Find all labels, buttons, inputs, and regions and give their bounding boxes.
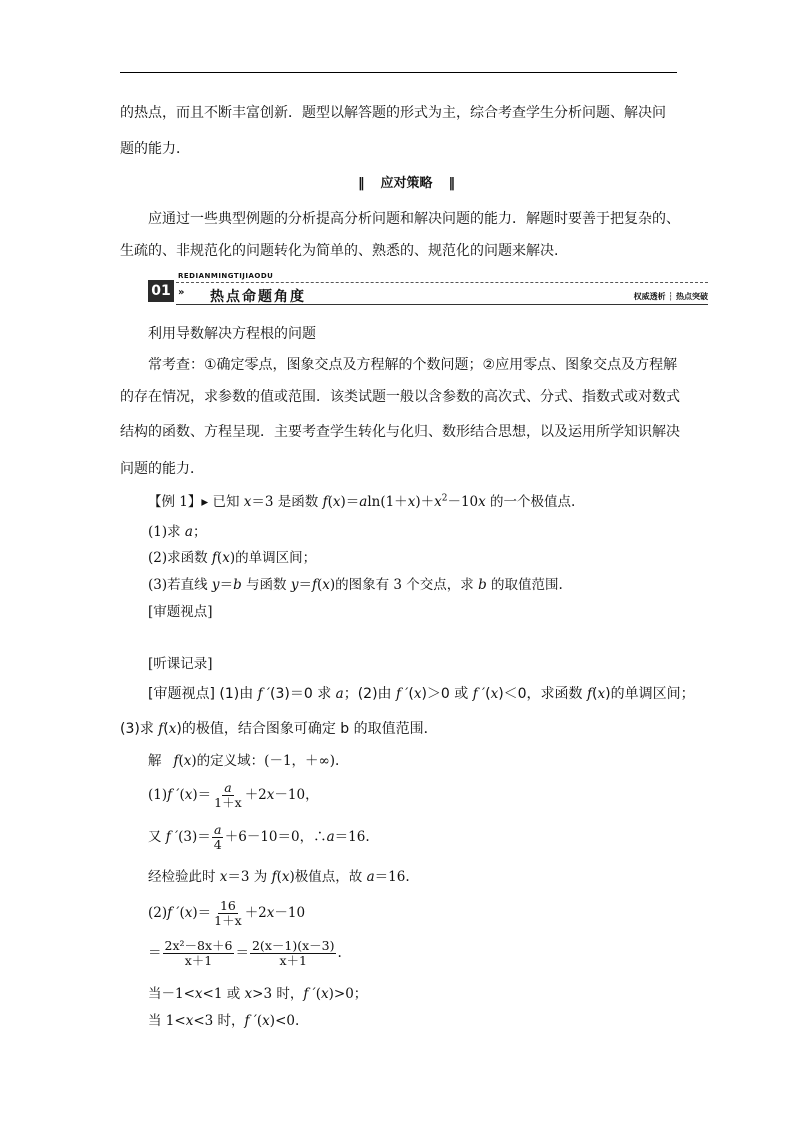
strategy-line-2: 生疏的、非规范化的问题转化为简单的、熟悉的、规范化的问题来解决. — [120, 243, 559, 259]
intro-line-2: 题的能力． — [120, 141, 190, 157]
solution-step-2: 又 f ′(3)＝ $\frac{a}{4}$ ＋6－10＝0，∴a＝16. — [148, 822, 370, 852]
banner-dashed-rule — [176, 282, 708, 283]
topic-line-3: 结构的函数、方程呈现．主要考查学生转化与化归、数形结合思想，以及运用所学知识解决 — [120, 424, 680, 440]
solution-step-4: (2)f ′(x)＝ $\frac{16}{1+x}$ ＋2x－10 — [148, 898, 306, 928]
intro-line-1: 的热点，而且不断丰富创新．题型以解答题的形式为主，综合考查学生分析问题、解决问 — [120, 105, 666, 121]
topic-line-2: 的存在情况，求参数的值或范围．该类试题一般以含参数的高次式、分式、指数式或对数式 — [120, 389, 680, 405]
fraction: $\frac{\text{2x²－8x＋6}}{x+1}$ — [164, 938, 233, 968]
strategy-line-1: 应通过一些典型例题的分析提高分析问题和解决问题的能力．解题时要善于把复杂的、 — [148, 211, 680, 227]
heading-bar-left-icon: ‖ — [358, 176, 365, 191]
banner-pinyin: REDIANMINGTIJIAODU — [178, 272, 274, 280]
double-chevron-icon: » — [178, 287, 185, 298]
solution-step-3: 经检验此时 x＝3 为 f(x)极值点，故 a＝16. — [148, 869, 410, 885]
strategy-heading: ‖ 应对策略 ‖ — [358, 176, 456, 191]
banner-title: 热点命题角度 — [210, 289, 306, 305]
section-banner — [148, 272, 708, 306]
topic-title: 利用导数解决方程根的问题 — [148, 326, 316, 342]
header-rule — [120, 72, 677, 73]
triangle-marker-icon: ▸ — [201, 494, 209, 510]
solution-domain: 解 f(x)的定义域：(－1，＋∞). — [148, 753, 340, 769]
heading-bar-right-icon: ‖ — [448, 176, 456, 191]
fraction: $\frac{2(x-1)(x-3)}{x+1}$ — [251, 938, 335, 968]
fraction: $\frac{a}{1+x}$ — [214, 780, 242, 810]
topic-line-1: 常考查：①确定零点，图象交点及方程解的个数问题；②应用零点、图象交点及方程解 — [148, 357, 678, 373]
question-1: (1)求 a； — [148, 524, 207, 540]
banner-underline — [176, 304, 708, 305]
solution-step-7: 当 1<x<3 时，f ′(x)<0. — [148, 1013, 300, 1029]
fraction: $\frac{a}{4}$ — [213, 822, 222, 852]
listen-label: [听课记录] — [148, 656, 213, 672]
question-3: (3)若直线 y＝b 与函数 y＝f(x)的图象有 3 个交点，求 b 的取值范围. — [148, 577, 563, 593]
review-line-2: (3)求 f(x)的极值，结合图象可确定 b 的取值范围． — [120, 721, 438, 737]
fraction: $\frac{16}{1+x}$ — [214, 898, 242, 928]
topic-line-4: 问题的能力． — [120, 461, 204, 477]
banner-number-badge: 01 — [148, 280, 174, 302]
solution-step-5: ＝ $\frac{\text{2x²－8x＋6}}{x+1}$ ＝ $\frac{2(x-1)(x-3)}{x+1}$ . — [148, 938, 342, 968]
solution-step-6: 当－1<x<1 或 x>3 时，f ′(x)>0； — [148, 986, 368, 1002]
question-2: (2)求函数 f(x)的单调区间； — [148, 550, 317, 566]
example-stem: 【例 1】▸ 已知 x＝3 是函数 $f(x)=aln(1+x)+x^2-10x$ 的一个极值点. — [148, 493, 576, 510]
review-label: [审题视点] — [148, 604, 213, 620]
banner-right-label: 权威透析 ┆ 热点突破 — [633, 292, 708, 301]
review-line-1: [审题视点] (1)由 f ′(3)＝0 求 a；(2)由 f ′(x)＞0 或 f ′(x)＜0，求函数 f(x)的单调区间； — [148, 686, 695, 702]
solution-step-1: (1)f ′(x)＝ $\frac{a}{1+x}$ ＋2x－10， — [148, 780, 319, 810]
